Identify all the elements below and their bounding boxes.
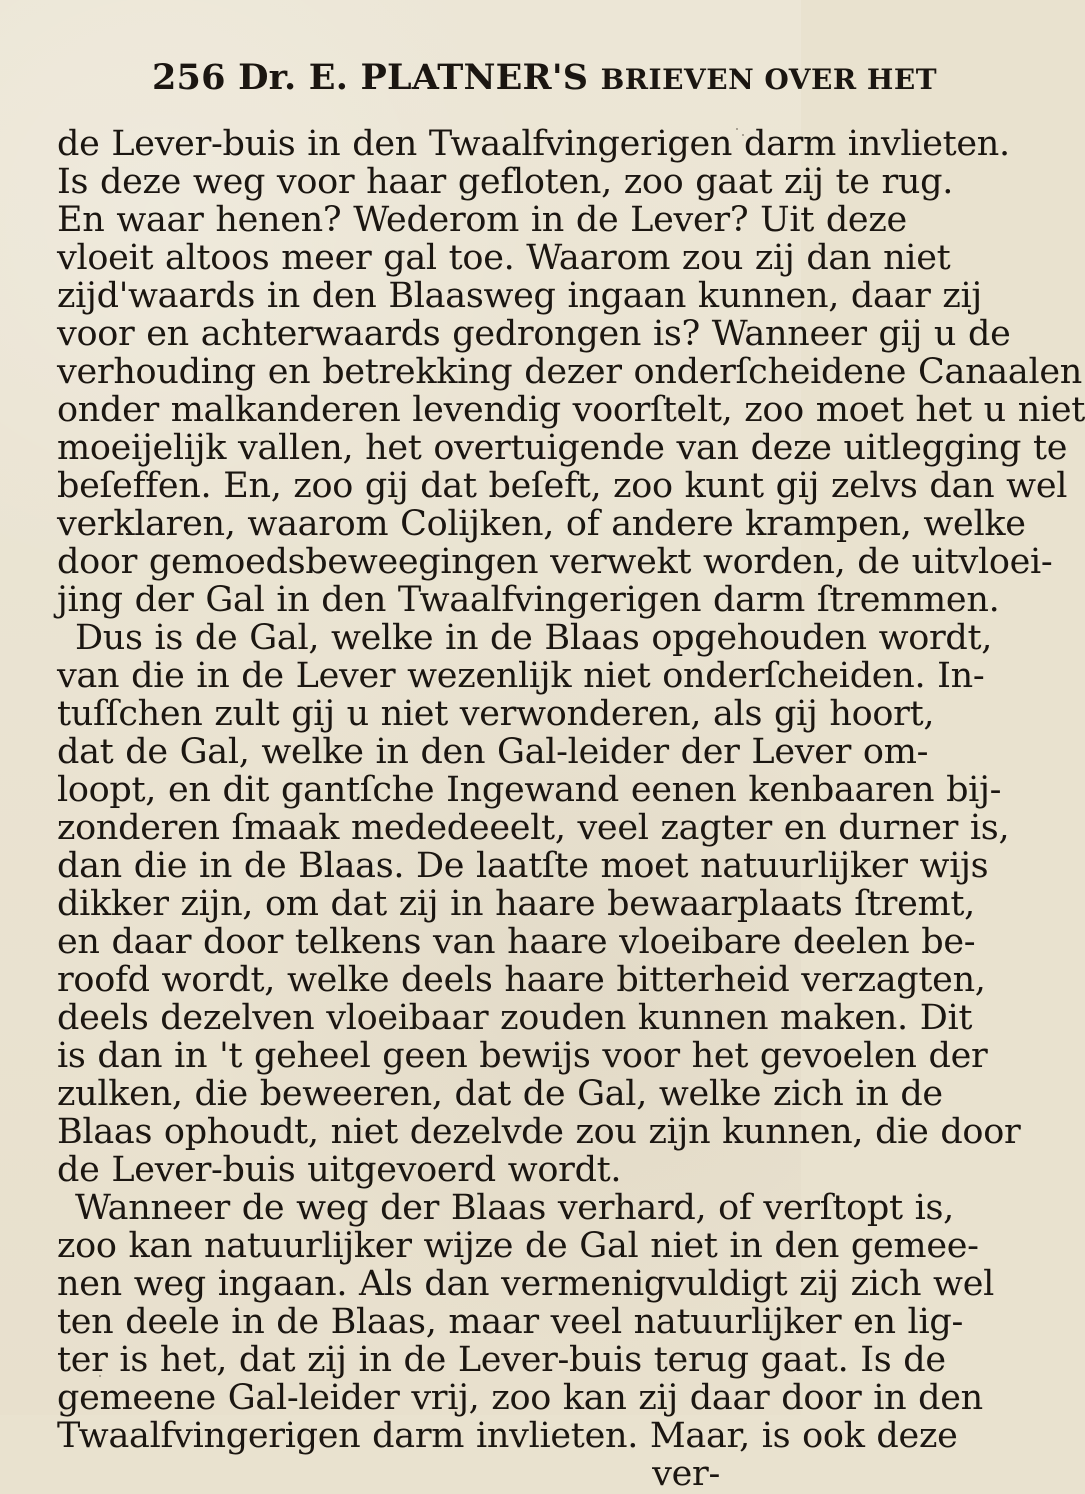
text-line-22: en daar door telkens van haare vloeibare deelen be-: [57, 922, 976, 962]
text-line-15: van die in de Lever wezenlijk niet onderſcheiden. In-: [57, 656, 985, 696]
text-line-2: Is deze weg voor haar gefloten, zoo gaat zij te rug.: [57, 162, 954, 202]
text-line-5: zijd'waards in den Blaasweg ingaan kunnen, daar zij: [57, 276, 982, 316]
text-line-18: loopt, en dit gantſche Ingewand eenen kenbaaren bij-: [57, 770, 1002, 810]
text-line-27: Blaas ophoudt, niet dezelvde zou zijn kunnen, die door: [57, 1112, 1021, 1152]
text-line-28: de Lever-buis uitgevoerd wordt.: [57, 1150, 622, 1190]
text-line-9: moeijelijk vallen, het overtuigende van deze uitlegging te: [57, 428, 1068, 468]
text-line-35: Twaalfvingerigen darm invlieten. Maar, is ook deze: [57, 1416, 958, 1456]
text-line-26: zulken, die beweeren, dat de Gal, welke zich in de: [57, 1074, 943, 1114]
text-line-4: vloeit altoos meer gal toe. Waarom zou zij dan niet: [57, 238, 951, 278]
text-line-13: jing der Gal in den Twaalfvingerigen darm ſtremmen.: [57, 580, 1000, 620]
paper-speck: [736, 128, 738, 130]
text-line-21: dikker zijn, om dat zij in haare bewaarplaats ſtremt,: [57, 884, 975, 924]
text-line-30: zoo kan natuurlijker wijze de Gal niet in den gemee-: [57, 1226, 979, 1266]
catchword: ver-: [652, 1454, 720, 1494]
text-line-14: Dus is de Gal, welke in de Blaas opgehouden wordt,: [75, 618, 993, 658]
header-title: BRIEVEN OVER HET: [600, 63, 938, 96]
text-line-24: deels dezelven vloeibaar zouden kunnen maken. Dit: [57, 998, 973, 1038]
text-line-17: dat de Gal, welke in den Gal-leider der Lever om-: [57, 732, 929, 772]
text-line-8: onder malkanderen levendig voorſtelt, zoo moet het u niet: [57, 390, 1085, 430]
text-line-25: is dan in 't geheel geen bewijs voor het gevoelen der: [57, 1036, 988, 1076]
text-line-20: dan die in de Blaas. De laatſte moet natuurlijker wijs: [57, 846, 989, 886]
text-line-19: zonderen ſmaak mededeeelt, veel zagter en durner is,: [57, 808, 1010, 848]
text-line-34: gemeene Gal-leider vrij, zoo kan zij daar door in den: [57, 1378, 983, 1418]
header-author: Dr. E. PLATNER'S: [238, 57, 589, 98]
text-line-32: ten deele in de Blaas, maar veel natuurlijker en lig-: [57, 1302, 963, 1342]
text-line-31: nen weg ingaan. Als dan vermenigvuldigt zij zich wel: [57, 1264, 995, 1304]
page-header: [152, 57, 938, 98]
text-line-7: verhouding en betrekking dezer onderſcheidene Canaalen: [57, 352, 1082, 392]
paper-speck: [99, 1375, 101, 1377]
paper-speck: [742, 134, 744, 136]
text-line-12: door gemoedsbeweegingen verwekt worden, de uitvloei-: [57, 542, 1053, 582]
text-line-11: verklaren, waarom Colijken, of andere krampen, welke: [57, 504, 1026, 544]
text-line-23: roofd wordt, welke deels haare bitterheid verzagten,: [57, 960, 986, 1000]
text-line-10: beſeffen. En, zoo gij dat beſeft, zoo kunt gij zelvs dan wel: [57, 466, 1068, 506]
text-line-3: En waar henen? Wederom in de Lever? Uit deze: [57, 200, 907, 240]
page-body: [57, 124, 1085, 1494]
text-line-1: de Lever-buis in den Twaalfvingerigen darm invlieten.: [57, 124, 1010, 164]
text-line-33: ter is het, dat zij in de Lever-buis terug gaat. Is de: [57, 1340, 946, 1380]
text-line-6: voor en achterwaards gedrongen is? Wanneer gij u de: [57, 314, 1011, 354]
text-line-29: Wanneer de weg der Blaas verhard, of verſtopt is,: [75, 1188, 954, 1228]
text-line-16: tuſſchen zult gij u niet verwonderen, als gij hoort,: [57, 694, 935, 734]
page-number: 256: [152, 57, 226, 98]
